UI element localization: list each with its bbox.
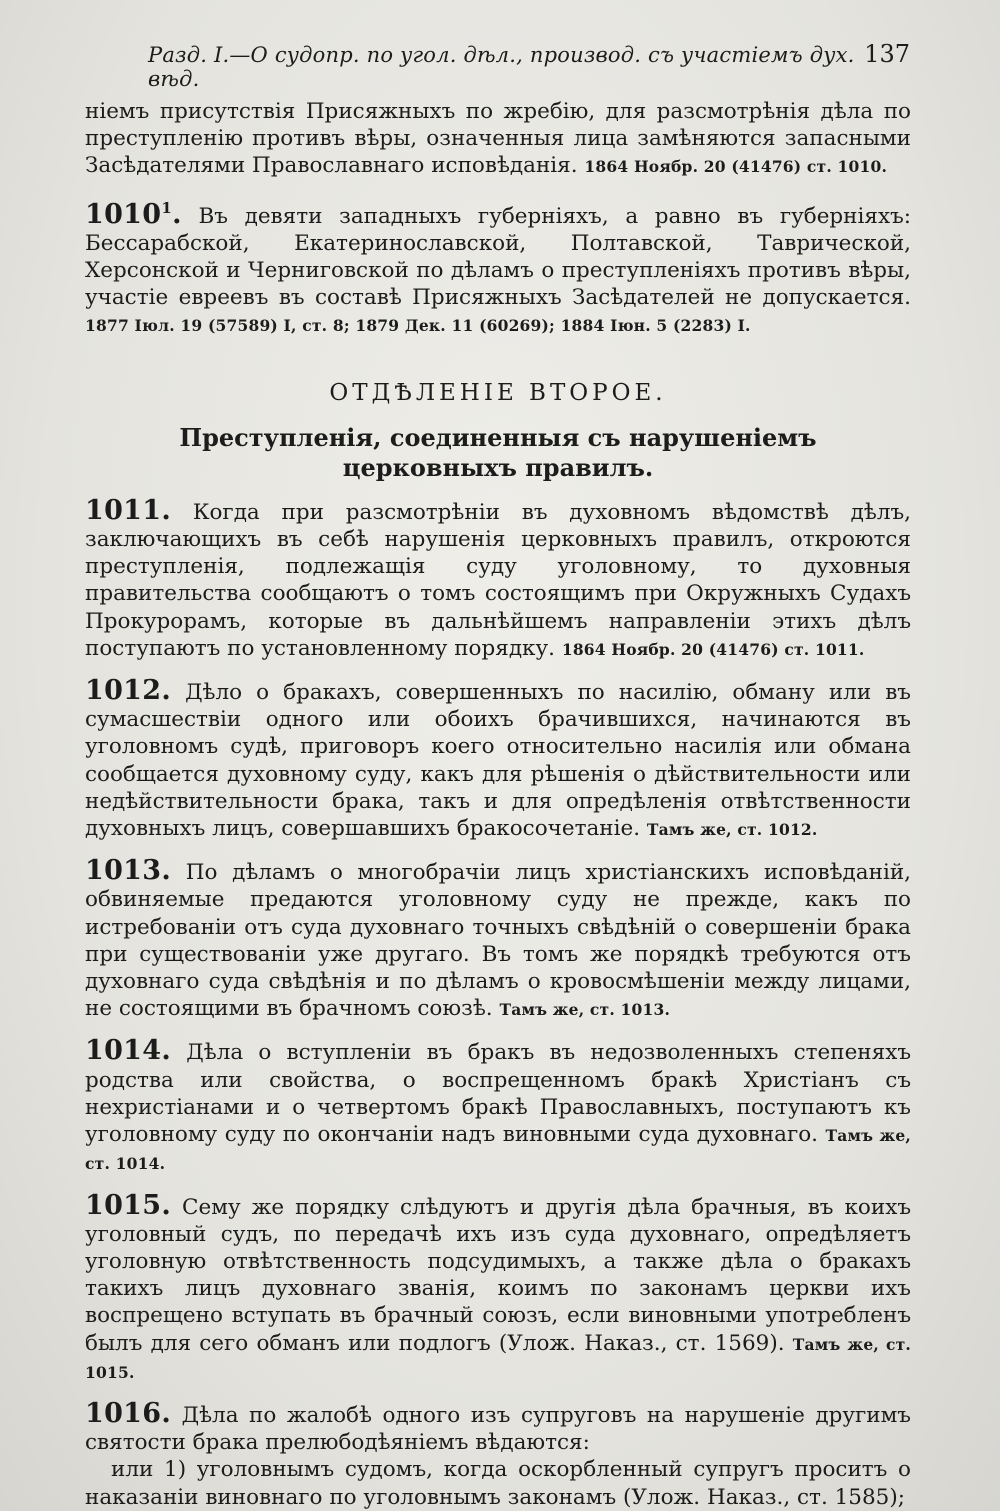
- article-text: По дѣламъ о многобрачіи лицъ христіанскихъ исповѣданій, обвиняемые предаются уголовному суду не прежде, какъ по истребованіи отъ суда духовнаго точныхъ свѣдѣній о совершеніи брака при существованіи уже другаго. Въ томъ же порядкѣ требуются отъ духовнаго суда свѣдѣнія и по дѣламъ о кровосмѣшеніи между лицами, не состоящими въ брачномъ союзѣ.: [85, 860, 911, 1022]
- article-number: 1016.: [85, 1397, 172, 1429]
- article-1016: [85, 1397, 911, 1456]
- citation: 1864 Ноябр. 20 (41476) ст. 1010.: [584, 157, 888, 177]
- page-number: 137: [864, 40, 910, 68]
- citation: Тамъ же, ст. 1014.: [85, 1126, 911, 1174]
- article-1010-1: [85, 195, 911, 340]
- article-number: 1013.: [85, 855, 172, 887]
- citation: 1877 Іюл. 19 (57589) I, ст. 8; 1879 Дек. 11 (60269); 1884 Іюн. 5 (2283) I.: [85, 316, 751, 336]
- paragraph-text: ніемъ присутствія Присяжныхъ по жребію, для разсмотрѣнія дѣла по преступленію противъ вѣры, означенныя лица замѣняются запасными Засѣдателями Православнаго исповѣданія.: [85, 99, 911, 179]
- section-title: ОТДѢЛЕНІЕ ВТОРОЕ.: [329, 379, 667, 406]
- article-number-main: 1010: [85, 198, 162, 230]
- article-1015: [85, 1189, 911, 1386]
- paragraph-continued: [85, 98, 911, 181]
- citation: Тамъ же, ст. 1012.: [646, 820, 818, 840]
- page-header: [148, 40, 910, 91]
- article-1013: [85, 857, 911, 1023]
- article-1012: [85, 677, 911, 843]
- article-text: Дѣло о бракахъ, совершенныхъ по насилію, обману или въ сумасшествіи одного или обоихъ брачившихся, начинаются въ уголовномъ судѣ, приговоръ коего относительно насилія или обмана сообщается духовному суду, какъ для рѣшенія о дѣйствительности или недѣйствительности брака, такъ и для опредѣленія отвѣтственности духовныхъ лицъ, совершавшихъ бракосочетаніе.: [85, 680, 911, 842]
- running-title: Разд. I.—О судопр. по угол. дѣл., производ. съ участіемъ дух. вѣд.: [148, 43, 855, 91]
- article-number-superscript: 1: [161, 198, 173, 217]
- article-text: Дѣла по жалобѣ одного изъ супруговъ на нарушеніе другимъ святости брака прелюбодѣяніемъ вѣдаются:: [85, 1402, 911, 1456]
- article-text: Когда при разсмотрѣніи въ духовномъ вѣдомствѣ дѣлъ, заключающихъ въ себѣ нарушенія церковныхъ правилъ, откроются преступленія, подлежащія суду уголовному, то духовныя правительства сообщаютъ о томъ состоящимъ при Окружныхъ Судахъ Прокурорамъ, которые въ дальнѣйшемъ направленіи этихъ дѣлъ поступаютъ по установленному порядку.: [85, 499, 911, 661]
- article-1014: [85, 1037, 911, 1177]
- article-text: Дѣла о вступленіи въ бракъ въ недозволенныхъ степеняхъ родства или свойства, о воспрещенномъ бракѣ Христіанъ съ нехристіанами и о четвертомъ бракѣ Православныхъ, поступаютъ къ уголовному суду по окончаніи надъ виновными суда духовнаго.: [85, 1040, 911, 1148]
- article-number: 1012.: [85, 675, 172, 707]
- article-1016-item-1: или 1) уголовнымъ судомъ, когда оскорбленный супругъ проситъ о наказаніи виновнаго по уголовнымъ законамъ (Улож. Наказ., ст. 1585);: [85, 1457, 911, 1510]
- section-subtitle: Преступленія, соединенныя съ нарушеніемъ церковныхъ правилъ.: [179, 422, 817, 482]
- article-number: 1011.: [85, 494, 172, 526]
- citation: Тамъ же, ст. 1013.: [499, 1000, 671, 1020]
- article-number: 1014.: [85, 1035, 172, 1067]
- citation: Тамъ же, ст. 1015.: [85, 1334, 911, 1382]
- article-1011: [85, 494, 911, 663]
- article-text: Въ девяти западныхъ губерніяхъ, а равно въ губерніяхъ: Бессарабской, Екатеринославской, Полтавской, Таврической, Херсонской и Черниговской по дѣламъ о преступленіяхъ противъ вѣры, участіе евреевъ въ составѣ Присяжныхъ Засѣдателей не допускается.: [85, 203, 911, 311]
- article-text: Сему же порядку слѣдуютъ и другія дѣла брачныя, въ коихъ уголовный судъ, по передачѣ ихъ изъ суда духовнаго, опредѣляетъ уголовную отвѣтственность подсудимыхъ, а также дѣла о бракахъ такихъ лицъ духовнаго званія, коимъ по законамъ церкви ихъ воспрещено вступать въ брачный союзъ, если виновными употребленъ былъ для сего обманъ или подлогъ (Улож. Наказ., ст. 1569).: [85, 1194, 911, 1356]
- citation: 1864 Ноябр. 20 (41476) ст. 1011.: [561, 639, 865, 659]
- article-number: 1010$^1$.: [85, 198, 182, 230]
- article-number: 1015.: [85, 1189, 172, 1221]
- body-text: [85, 98, 911, 1511]
